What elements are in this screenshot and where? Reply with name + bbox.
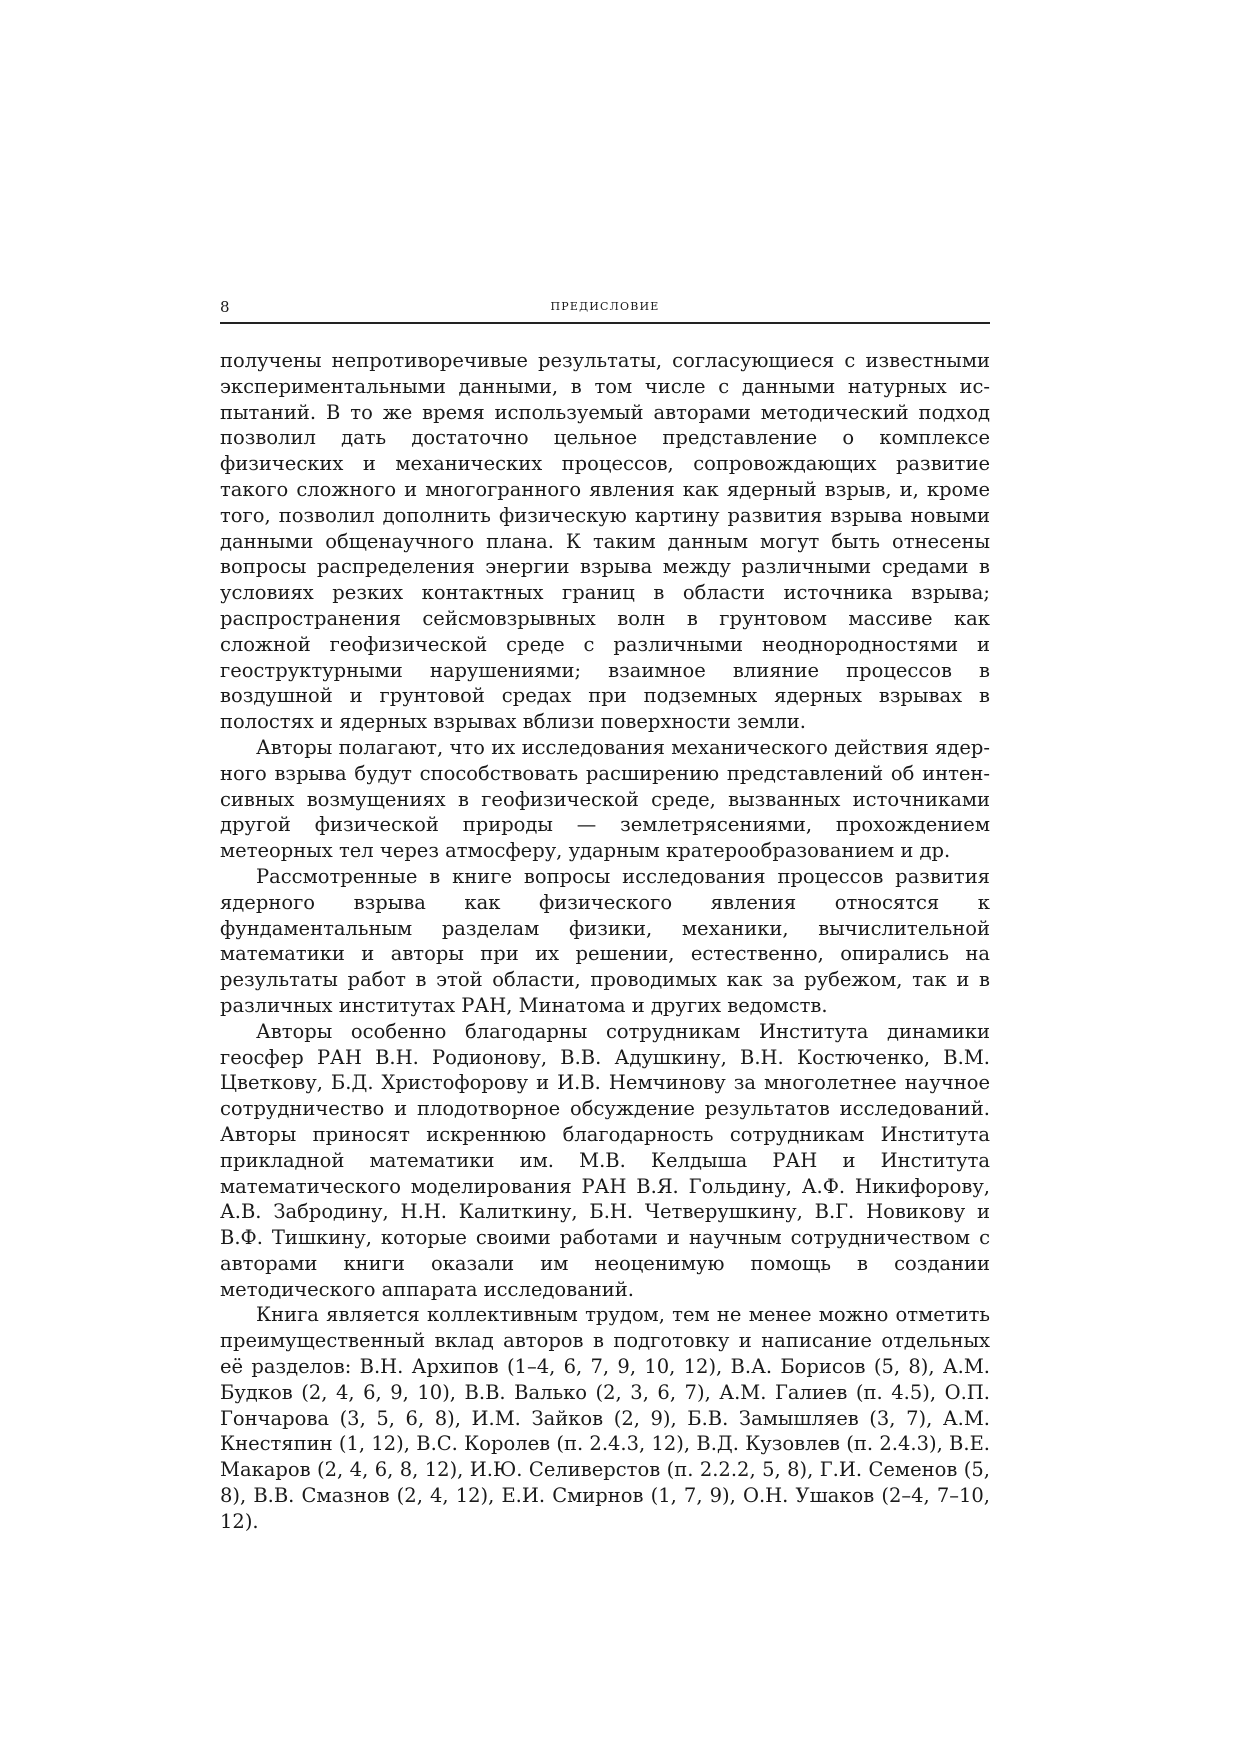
- paragraph-acknowledgements: Авторы особенно благодарны сотрудникам Института динамики геосфер РАН В.Н. Родионову, В.В. Адушкину, В.Н. Костюченко, В.М. Цветкову, Б.Д. Христофорову и И.В. Немчинову за многолетнее научное сотрудничество и плодотворное обсуждение результатов исследований. Авторы приносят искреннюю благодарность сотрудникам Института прикладной математики им. М.В. Келдыша РАН и Института математического моделирования РАН В.Я. Гольдину, А.Ф. Никифорову, А.В. Забродину, Н.Н. Калиткину, Б.Н. Четверушкину, В.Г. Новикову и В.Ф. Тишкину, которые своими работами и научным сотрудничеством с авторами книги оказали им неоценимую помощь в создании методического аппарата исследований.: [220, 1019, 990, 1301]
- paragraph-author-contributions: Книга является коллективным трудом, тем не менее можно отметить преимущественный вклад авторов в подготовку и написание отдельных её разделов: В.Н. Архипов (1–4, 6, 7, 9, 10, 12), В.А. Борисов (5, 8), А.М. Будков (2, 4, 6, 9, 10), В.В. Валько (2, 3, 6, 7), А.М. Галиев (п. 4.5), О.П. Гончарова (3, 5, 6, 8), И.М. Зайков (2, 9), Б.В. Замышляев (3, 7), А.М. Кнестяпин (1, 12), В.С. Королев (п. 2.4.3, 12), В.Д. Кузовлев (п. 2.4.3), В.Е. Макаров (2, 4, 6, 8, 12), И.Ю. Селиверстов (п. 2.2.2, 5, 8), Г.И. Семенов (5, 8), В.В. Смазнов (2, 4, 12), Е.И. Смирнов (1, 7, 9), О.Н. Ушаков (2–4, 7–10, 12).: [220, 1303, 990, 1533]
- paragraph-fundamental-sections: Рассмотренные в книге вопросы исследования процессов развития ядерного взрыва как физического явления относятся к фундаментальным разделам физики, механики, вычислительной математики и авторы при их решении, естественно, опирались на результаты работ в этой области, проводимых как за рубежом, так и в различных институтах РАН, Минатома и других ведомств.: [220, 864, 990, 1017]
- page-header: [220, 298, 990, 324]
- body-text: [220, 348, 990, 1535]
- running-title: ПРЕДИСЛОВИЕ: [550, 300, 660, 313]
- paragraph-research-impact: Авторы полагают, что их исследования механического действия ядерного взрыва будут способствовать расширению представлений об интенсивных возмущениях в геофизической среде, вызванных источниками другой физической природы — землетрясениями, прохождением метеорных тел через атмосферу, ударным кратерообразованием и др.: [220, 735, 990, 863]
- paragraph-continuation: получены непротиворечивые результаты, согласующиеся с известными экспериментальными данными, в том числе с данными натурных испытаний. В то же время используемый авторами методический подход позволил дать достаточно цельное представление о комплексе физических и механических процессов, сопровождающих развитие такого сложного и многогранного явления как ядерный взрыв, и, кроме того, позволил дополнить физическую картину развития взрыва новыми данными общенаучного плана. К таким данным могут быть отнесены вопросы распределения энергии взрыва между различными средами в условиях резких контактных границ в области источника взрыва; распространения сейсмовзрывных волн в грунтовом массиве как сложной геофизической среде с различными неоднородностями и геоструктурными нарушениями; взаимное влияние процессов в воздушной и грунтовой средах при подземных ядерных взрывах в полостях и ядерных взрывах вблизи поверхности земли.: [220, 349, 990, 734]
- page-number: 8: [220, 298, 230, 316]
